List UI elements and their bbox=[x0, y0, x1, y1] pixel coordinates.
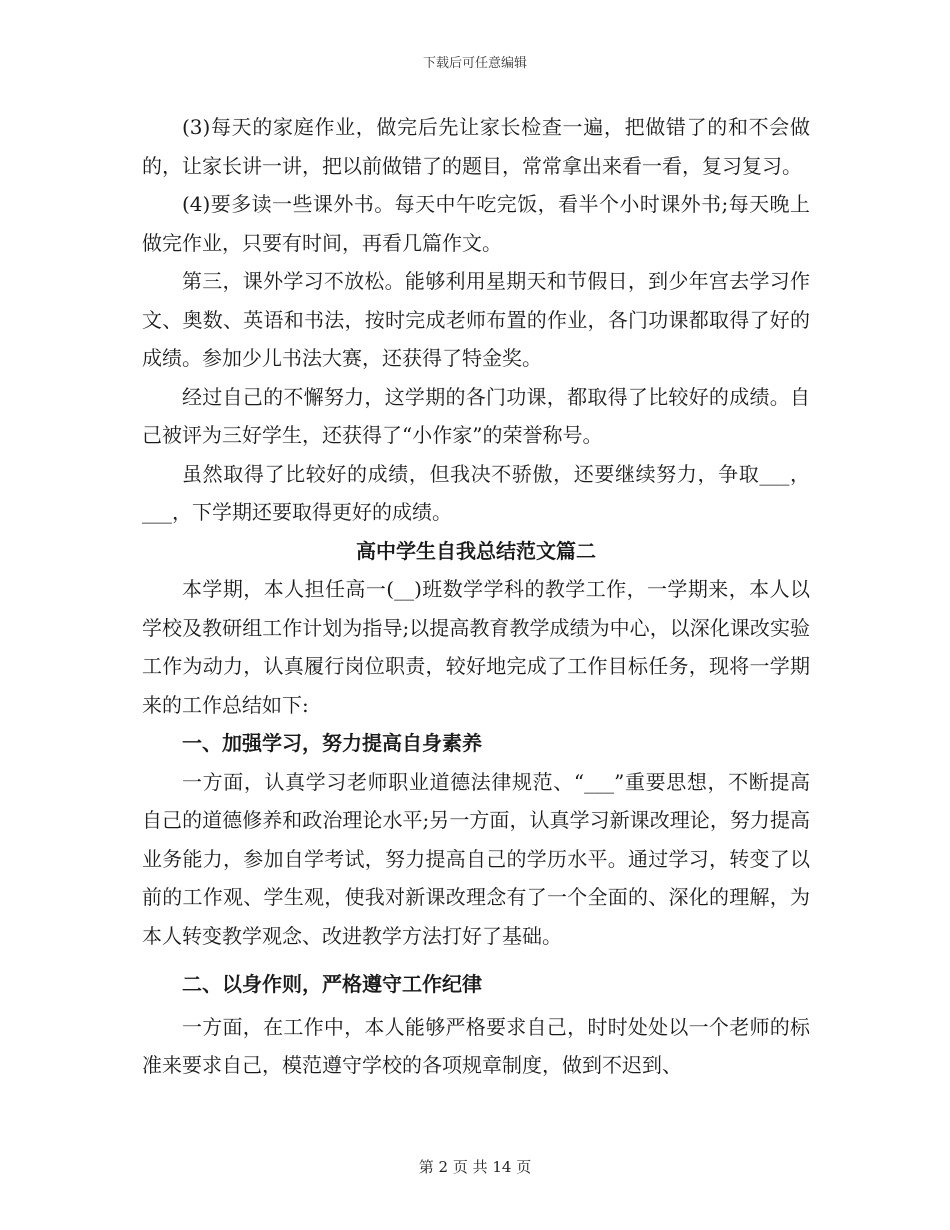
heading-study: 一、加强学习，努力提高自身素养 bbox=[182, 731, 482, 755]
page-footer: 第 2 页 共 14 页 bbox=[418, 1158, 532, 1176]
section-title: 高中学生自我总结范文篇二 bbox=[356, 538, 596, 563]
paragraph-goal: 虽然取得了比较好的成绩，但我决不骄傲，还要继续努力，争取___，___，下学期还要取得更好的成绩。 bbox=[142, 461, 810, 524]
paragraph-reading: (4)要多读一些课外书。每天中午吃完饭，看半个小时课外书;每天晚上做完作业，只要有时间，再看几篇作文。 bbox=[142, 192, 810, 255]
paragraph-homework: (3)每天的家庭作业，做完后先让家长检查一遍，把做错了的和不会做的，让家长讲一讲，把以前做错了的题目，常常拿出来看一看，复习复习。 bbox=[142, 115, 810, 178]
paragraph-discipline: 一方面，在工作中，本人能够严格要求自己，时时处处以一个老师的标准来要求自己，模范遵守学校的各项规章制度，做到不迟到、 bbox=[142, 1014, 810, 1077]
paragraph-extracurricular: 第三，课外学习不放松。能够利用星期天和节假日，到少年宫去学习作文、奥数、英语和书法，按时完成老师布置的作业，各门功课都取得了好的成绩。参加少儿书法大赛，还获得了特金奖。 bbox=[142, 269, 810, 370]
paragraph-study: 一方面，认真学习老师职业道德法律规范、“___”重要思想，不断提高自己的道德修养和政治理论水平;另一方面，认真学习新课改理论，努力提高业务能力，参加自学考试，努力提高自己的学历水平。通过学习，转变了以前的工作观、学生观，使我对新课改理念有了一个全面的、深化的理解，为本人转变教学观念、改进教学方法打好了基础。 bbox=[142, 769, 810, 948]
heading-discipline: 二、以身作则，严格遵守工作纪律 bbox=[182, 972, 482, 996]
document-body bbox=[142, 108, 810, 1085]
paragraph-achievement: 经过自己的不懈努力，这学期的各门功课，都取得了比较好的成绩。自己被评为三好学生，还获得了“小作家”的荣誉称号。 bbox=[142, 384, 810, 447]
paragraph-intro: 本学期，本人担任高一(__)班数学学科的教学工作，一学期来，本人以学校及教研组工作计划为指导;以提高教育教学成绩为中心，以深化课改实验工作为动力，认真履行岗位职责，较好地完成了工作目标任务，现将一学期来的工作总结如下: bbox=[142, 577, 810, 717]
page-header: 下载后可任意编辑 bbox=[422, 56, 527, 71]
